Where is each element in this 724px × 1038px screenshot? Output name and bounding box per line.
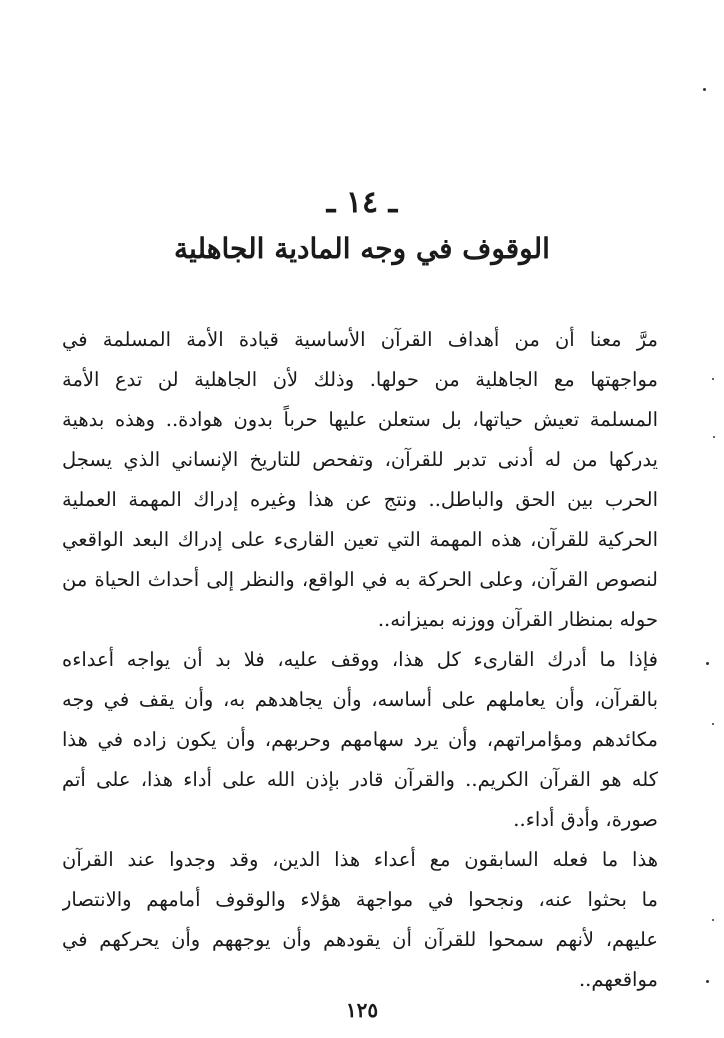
text-line: هذا ما فعله السابقون مع أعداء هذا الدين، وقد وجدوا عند القرآن: [62, 848, 658, 871]
text-line: مرَّ معنا أن من أهداف القرآن الأساسية قيادة الأمة المسلمة في: [62, 328, 658, 351]
text-line: ما بحثوا عنه، ونجحوا في مواجهة هؤلاء والوقوف أمامهم والانتصار: [62, 888, 658, 911]
text-line: صورة، وأدق أداء..: [513, 808, 658, 831]
text-line: مواجهتها مع الجاهلية من حولها. وذلك لأن الجاهلية لن تدع الأمة: [62, 368, 658, 391]
text-line: بالقرآن، وأن يعاملهم على أساسه، وأن يجاهدهم به، وأن يقف في وجه: [62, 688, 658, 711]
text-line: فإذا ما أدرك القارىء كل هذا، ووقف عليه، فلا بد أن يواجه أعداءه: [62, 648, 658, 671]
page-number: ١٢٥: [345, 998, 379, 1022]
text-line: حوله بمنظار القرآن ووزنه بميزانه..: [377, 608, 658, 631]
text-line: عليهم، لأنهم سمحوا للقرآن أن يقودهم وأن يوجههم وأن يحركهم في: [62, 928, 658, 951]
body-text: [62, 320, 658, 1000]
text-line: الحركية للقرآن، هذه المهمة التي تعين القارىء على إدراك البعد الواقعي: [62, 528, 658, 551]
text-line: الحرب بين الحق والباطل.. ونتج عن هذا وغيره إدراك المهمة العملية: [62, 488, 658, 511]
text-line: مواقعهم..: [578, 968, 658, 991]
scan-speck: [712, 723, 714, 725]
scan-speck: [706, 980, 709, 983]
text-line: يدركها من له أدنى تدبر للقرآن، وتفحص للتاريخ الإنساني الذي يسجل: [62, 448, 658, 471]
text-line: مكائدهم ومؤامراتهم، وأن يرد سهامهم وحربهم، وأن يكون زاده في هذا: [62, 728, 658, 751]
scan-speck: [712, 378, 714, 380]
scan-speck: [703, 88, 706, 91]
text-line: لنصوص القرآن، وعلى الحركة به في الواقع، والنظر إلى أحداث الحياة من: [62, 568, 658, 591]
text-line: كله هو القرآن الكريم.. والقرآن قادر بإذن الله على أداء هذا، على أتم: [62, 768, 658, 791]
scan-speck: [706, 662, 709, 665]
chapter-title: الوقوف في وجه المادية الجاهلية: [174, 232, 550, 265]
scan-speck: [713, 436, 715, 438]
scan-speck: [712, 919, 714, 921]
chapter-number: ـ ١٤ ـ: [326, 185, 398, 220]
text-line: المسلمة تعيش حياتها، بل ستعلن عليها حرباً بدون هوادة.. وهذه بدهية: [62, 408, 658, 431]
